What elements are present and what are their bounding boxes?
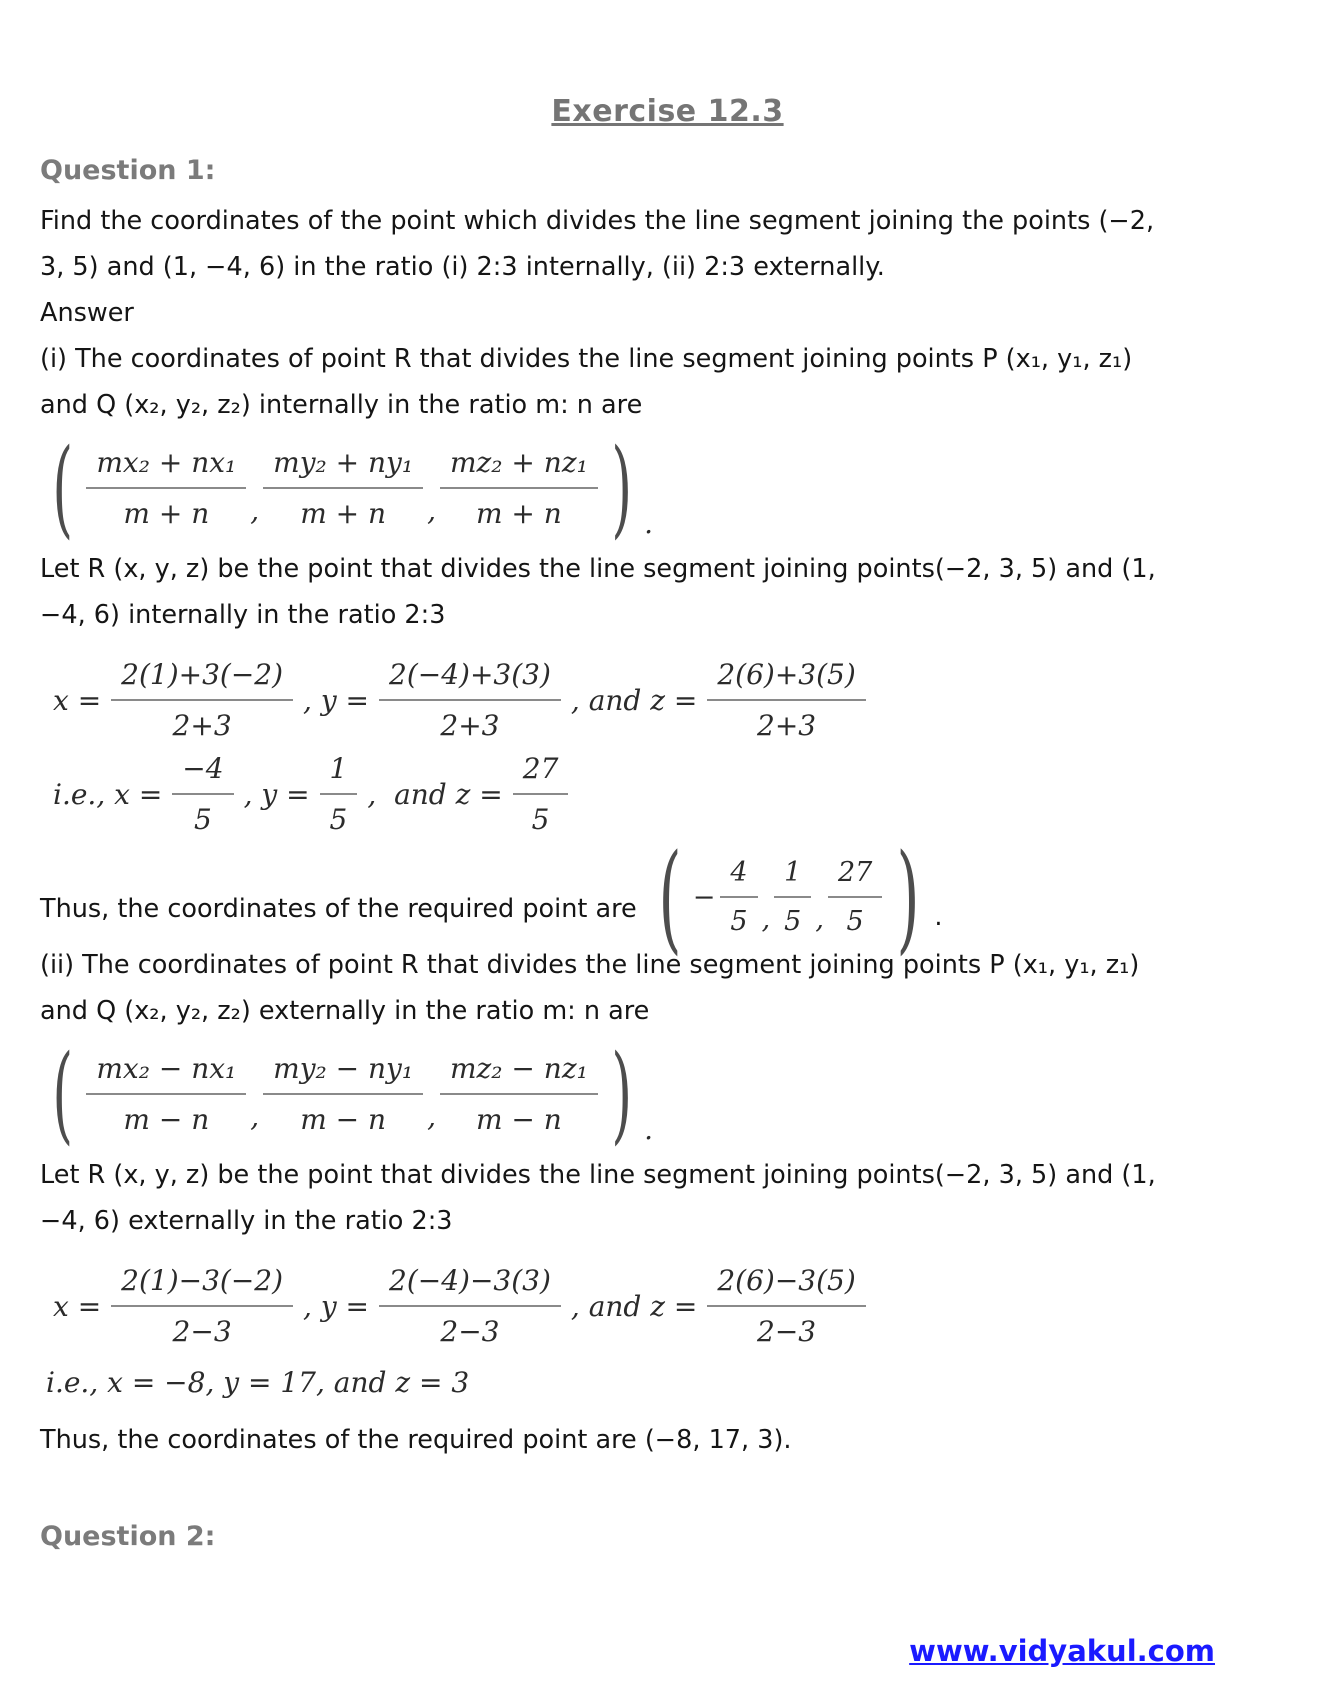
equation-label: , y =: [303, 1289, 370, 1323]
big-open-paren: (: [52, 1032, 74, 1155]
fraction-denominator: 5: [730, 906, 748, 937]
fraction-denominator: 2−3: [757, 1315, 817, 1348]
equation-label: , and z =: [367, 777, 503, 811]
fraction-denominator: 2+3: [172, 709, 232, 742]
fraction-numerator: 4: [720, 857, 757, 898]
big-close-paren: ): [896, 828, 920, 966]
big-open-paren: (: [658, 828, 682, 966]
fraction: [440, 446, 598, 530]
page-title: Exercise 12.3: [551, 94, 784, 129]
intro-line: and Q (x₂, y₂, z₂) externally in the ratio m: n are: [40, 996, 650, 1026]
fraction: [440, 1052, 598, 1136]
let-line: Let R (x, y, z) be the point that divides the line segment joining points(−2, 3, 5) and (1,: [40, 1160, 1156, 1190]
fraction-denominator: m − n: [123, 1103, 210, 1136]
fraction-denominator: 5: [846, 906, 864, 937]
let-line: Let R (x, y, z) be the point that divides the line segment joining points(−2, 3, 5) and (1,: [40, 554, 1156, 584]
equation-label: i.e., x =: [53, 777, 163, 811]
let-line: −4, 6) externally in the ratio 2:3: [40, 1206, 453, 1236]
question-2-label: Question 2:: [40, 1521, 216, 1552]
fraction-denominator: 2−3: [440, 1315, 500, 1348]
fraction-denominator: m + n: [123, 497, 210, 530]
fraction: [379, 658, 561, 742]
equation-label: x =: [53, 683, 102, 717]
fraction: [720, 857, 757, 937]
fraction-numerator: 27: [828, 857, 882, 898]
fraction: [828, 857, 882, 937]
substitution-external: [46, 1264, 1295, 1348]
period: .: [644, 507, 654, 540]
fraction-numerator: 2(6)+3(5): [707, 658, 865, 701]
period: .: [934, 902, 943, 932]
fraction: [513, 752, 569, 836]
fraction-numerator: 2(1)−3(−2): [111, 1264, 293, 1307]
simplified-external-text: i.e., x = −8, y = 17, and z = 3: [46, 1366, 470, 1399]
equation-label: , and z =: [570, 683, 698, 717]
fraction: [111, 1264, 293, 1348]
period: .: [644, 1113, 654, 1146]
question-line: Find the coordinates of the point which divides the line segment joining the points (−2,: [40, 206, 1155, 236]
comma-separator: ,: [427, 1099, 436, 1133]
fraction-denominator: 2+3: [757, 709, 817, 742]
equation-label: , y =: [303, 683, 370, 717]
fraction-denominator: m − n: [300, 1103, 387, 1136]
fraction: [320, 752, 358, 836]
fraction: [172, 752, 233, 836]
fraction-denominator: m − n: [475, 1103, 562, 1136]
fraction-numerator: mz₂ + nz₁: [440, 446, 598, 489]
substitution-internal: [46, 658, 1295, 742]
fraction-numerator: 27: [513, 752, 569, 795]
comma-separator: ,: [250, 1099, 260, 1133]
formula-external-general: [42, 1032, 1295, 1155]
fraction: [263, 1052, 423, 1136]
fraction: [774, 857, 811, 937]
fraction-numerator: 2(6)−3(5): [707, 1264, 865, 1307]
fraction: [86, 1052, 246, 1136]
big-open-paren: (: [52, 426, 74, 549]
big-close-paren: ): [611, 1032, 632, 1155]
question-line: 3, 5) and (1, −4, 6) in the ratio (i) 2:3 internally, (ii) 2:3 externally.: [40, 252, 885, 282]
comma-separator: ,: [761, 903, 771, 935]
let-statement-external: [40, 1152, 1295, 1244]
comma-separator: ,: [815, 903, 824, 935]
fraction-numerator: −4: [172, 752, 233, 795]
coordinate-tuple: [647, 828, 932, 966]
fraction: [379, 1264, 561, 1348]
intro-line: and Q (x₂, y₂, z₂) internally in the ratio m: n are: [40, 390, 643, 420]
conclusion-external-text: Thus, the coordinates of the required point are (−8, 17, 3).: [40, 1425, 792, 1455]
fraction-numerator: 1: [774, 857, 811, 898]
let-statement-internal: [40, 546, 1295, 638]
conclusion-text: Thus, the coordinates of the required point are: [40, 894, 637, 924]
fraction-numerator: mx₂ − nx₁: [86, 1052, 246, 1095]
question-1-text: [40, 198, 1295, 290]
simplified-internal: [46, 752, 1295, 836]
part-i-intro: [40, 336, 1295, 428]
fraction-denominator: m + n: [300, 497, 387, 530]
fraction-numerator: mx₂ + nx₁: [86, 446, 246, 489]
fraction: [111, 658, 293, 742]
fraction-denominator: 5: [329, 803, 348, 836]
answer-label: Answer: [40, 298, 134, 328]
fraction-numerator: my₂ + ny₁: [263, 446, 423, 489]
fraction-numerator: 2(−4)−3(3): [379, 1264, 561, 1307]
fraction-denominator: 2−3: [172, 1315, 232, 1348]
intro-line: (ii) The coordinates of point R that divides the line segment joining points P (x₁, y₁, z₁): [40, 950, 1140, 980]
equation-label: x =: [53, 1289, 102, 1323]
equation-label: , y =: [243, 777, 310, 811]
comma-separator: ,: [427, 493, 436, 527]
formula-internal-general: [42, 426, 1295, 549]
fraction-denominator: 5: [784, 906, 802, 937]
fraction: [86, 446, 246, 530]
fraction-numerator: my₂ − ny₁: [263, 1052, 423, 1095]
intro-line: (i) The coordinates of point R that divides the line segment joining points P (x₁, y₁, z₁): [40, 344, 1133, 374]
fraction-numerator: 2(1)+3(−2): [111, 658, 293, 701]
fraction-numerator: 1: [320, 752, 358, 795]
fraction-denominator: m + n: [475, 497, 562, 530]
equation-label: , and z =: [570, 1289, 698, 1323]
fraction-denominator: 2+3: [440, 709, 500, 742]
vidyakul-link[interactable]: www.vidyakul.com: [909, 1634, 1215, 1668]
fraction-numerator: 2(−4)+3(3): [379, 658, 561, 701]
fraction-denominator: 5: [531, 803, 550, 836]
fraction-denominator: 5: [194, 803, 212, 836]
question-1-label: Question 1:: [40, 155, 216, 186]
minus-sign: −: [692, 881, 716, 913]
fraction: [707, 1264, 865, 1348]
fraction: [263, 446, 423, 530]
big-close-paren: ): [611, 426, 632, 549]
comma-separator: ,: [250, 493, 260, 527]
fraction-numerator: mz₂ − nz₁: [440, 1052, 598, 1095]
let-line: −4, 6) internally in the ratio 2:3: [40, 600, 446, 630]
fraction: [707, 658, 865, 742]
